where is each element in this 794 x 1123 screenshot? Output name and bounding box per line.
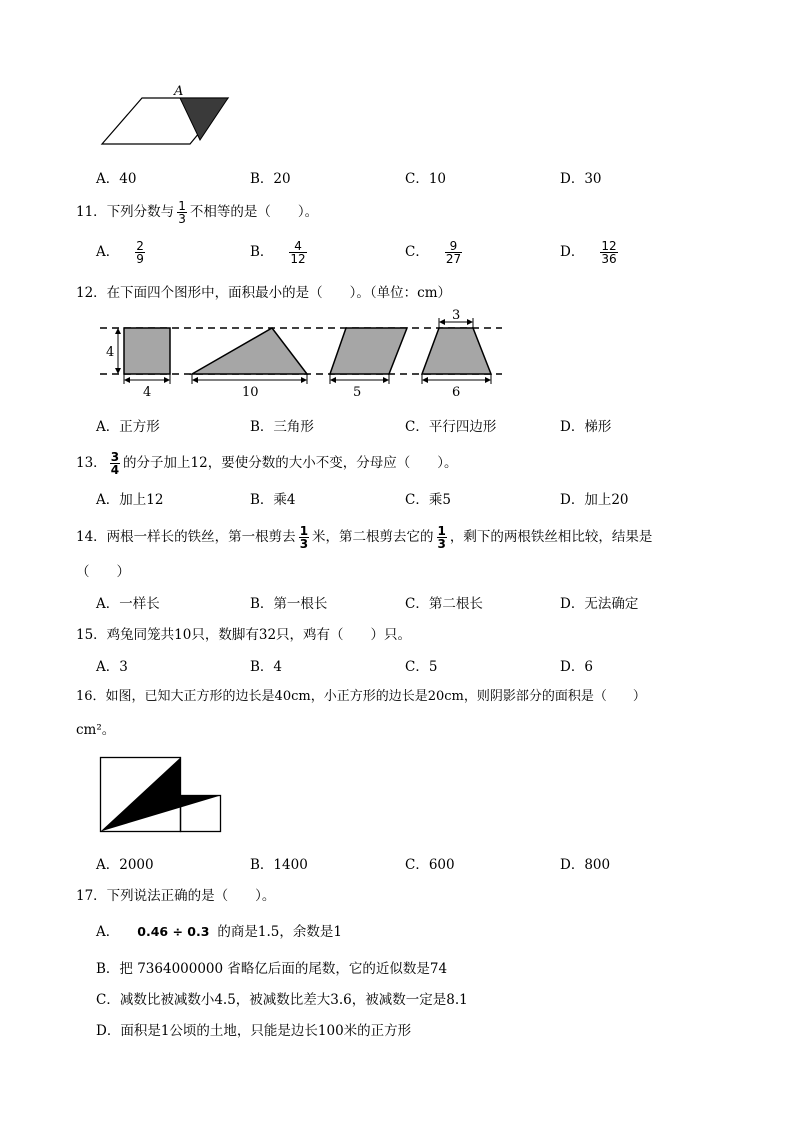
q14-question: 14．两根一样长的铁丝，第一根剪去 $\frac{1}{3}$ 米，第二根剪去它的 $\frac{1}{3}$ ，剩下的两根铁丝相比较，结果是	[76, 524, 653, 551]
q15-option-c[interactable]: C．5	[405, 659, 438, 675]
parallelogram-base-label: 5	[353, 385, 362, 400]
q11-text-b: 不相等的是（ ）。	[189, 204, 319, 220]
q16-squares-figure	[99, 756, 225, 834]
q16-option-b[interactable]: B．1400	[250, 857, 308, 873]
q12-question: 12．在下面四个图形中，面积最小的是（ ）。（单位：cm）	[76, 285, 452, 301]
q11-option-d[interactable]: D． $\frac{12}{36}$	[560, 239, 617, 266]
q14-fraction-2: $\frac{1}{3}$	[437, 524, 446, 551]
trapezoid-top-label: 3	[452, 308, 461, 323]
q16-question: 16．如图，已知大正方形的边长是40cm，小正方形的边长是20cm，则阴影部分的面积是（ ）	[76, 689, 646, 704]
q13-option-d[interactable]: D．加上20	[560, 492, 629, 508]
q11-text-a: 下列分数与	[106, 204, 175, 220]
q12-option-a[interactable]: A．正方形	[96, 419, 160, 435]
q17-option-b[interactable]: B．把 7364000000 省略亿后面的尾数，它的近似数是74	[96, 961, 448, 977]
q14-option-b[interactable]: B．第一根长	[250, 596, 328, 612]
q15-question: 15．鸡兔同笼共10只，数脚有32只，鸡有（ ）只。	[76, 627, 412, 643]
q13-option-c[interactable]: C．乘5	[405, 492, 451, 508]
q17-option-a[interactable]: A． 0.46 ÷ 0.3 的商是1.5，余数是1	[96, 924, 342, 940]
q16-option-a[interactable]: A．2000	[96, 857, 154, 873]
q15-option-a[interactable]: A．3	[96, 659, 128, 675]
parallelogram-shape	[330, 328, 407, 374]
square-shape	[124, 328, 170, 374]
q12-option-c[interactable]: C．平行四边形	[405, 419, 497, 435]
shaded-triangle	[180, 98, 228, 140]
q15-option-d[interactable]: D．6	[560, 659, 593, 675]
q11-fraction: $\frac{1}{3}$	[178, 199, 186, 226]
q11-option-b[interactable]: B． $\frac{4}{12}$	[250, 239, 306, 266]
q16-option-c[interactable]: C．600	[405, 857, 455, 873]
q12-option-b[interactable]: B．三角形	[250, 419, 314, 435]
q17-option-d[interactable]: D．面积是1公顷的土地，只能是边长100米的正方形	[96, 1023, 412, 1039]
square-height-label: 4	[106, 345, 115, 360]
trapezoid-base-label: 6	[452, 385, 461, 400]
q13-fraction: $\frac{3}{4}$	[110, 450, 120, 477]
q17-question: 17．下列说法正确的是（ ）。	[76, 888, 276, 904]
square-base-label: 4	[143, 385, 152, 400]
q14-answer-blank: （ ）	[76, 564, 130, 580]
q11-question	[76, 200, 318, 225]
q15-option-b[interactable]: B．4	[250, 659, 283, 675]
q17-option-c[interactable]: C．减数比被减数小4.5，被减数比差大3.6，被减数一定是8.1	[96, 992, 468, 1008]
q14-fraction-1: $\frac{1}{3}$	[299, 524, 309, 551]
q11-option-a[interactable]: A． $\frac{2}{9}$	[96, 239, 144, 266]
q13-option-a[interactable]: A．加上12	[96, 492, 164, 508]
q10-option-c[interactable]: C．10	[405, 171, 447, 187]
q11-number: 11．	[76, 204, 107, 220]
q10-option-a[interactable]: A．40	[96, 171, 137, 187]
q10-parallelogram-figure	[100, 82, 234, 148]
triangle-base-label: 10	[242, 385, 259, 400]
q14-option-a[interactable]: A．一样长	[96, 596, 160, 612]
trapezoid-shape	[422, 328, 491, 374]
q16-question-unit: cm²。	[76, 722, 116, 738]
shaded-region	[101, 758, 221, 832]
q17-expression: 0.46 ÷ 0.3	[137, 924, 210, 939]
q10-option-b[interactable]: B．20	[250, 171, 291, 187]
point-a-label: A	[174, 84, 184, 99]
q12-option-d[interactable]: D．梯形	[560, 419, 612, 435]
q14-option-d[interactable]: D．无法确定	[560, 596, 639, 612]
q10-option-d[interactable]: D．30	[560, 171, 602, 187]
q12-shapes-figure	[96, 306, 506, 402]
q16-option-d[interactable]: D．800	[560, 857, 611, 873]
q13-option-b[interactable]: B．乘4	[250, 492, 296, 508]
q13-question: 13． $\frac{3}{4}$ 的分子加上12，要使分数的大小不变，分母应（ ）。	[76, 450, 458, 477]
q14-option-c[interactable]: C．第二根长	[405, 596, 483, 612]
q11-option-c[interactable]: C． $\frac{9}{27}$	[405, 239, 462, 266]
triangle-shape	[192, 328, 307, 374]
